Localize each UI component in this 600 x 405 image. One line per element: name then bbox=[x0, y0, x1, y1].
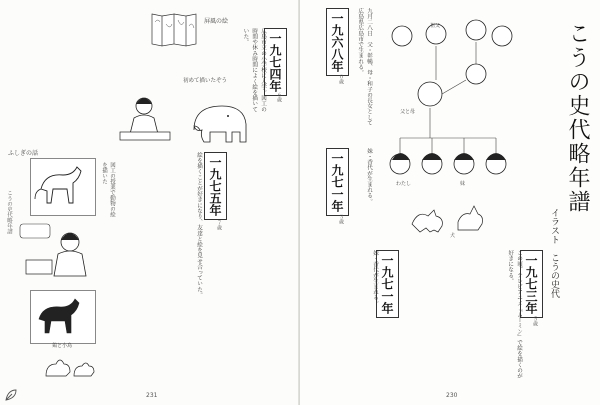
folding-screen-caption: 屏風の絵 bbox=[204, 18, 229, 25]
rooster-caption: 鶏と小鳥 bbox=[52, 343, 73, 349]
school-note: 図工の授業で動物の絵を描いた bbox=[101, 162, 115, 217]
subtitle: イラスト こうの史代 bbox=[549, 208, 559, 298]
dog-illustration bbox=[404, 198, 490, 234]
entry-text-1971: 妹・香代が生まれる。 bbox=[366, 148, 372, 204]
dog-caption: 犬 bbox=[450, 233, 456, 239]
girl-reading-illustration bbox=[18, 220, 98, 280]
family-top-caption: 祖父 bbox=[430, 23, 441, 29]
age-1975: ７歳 bbox=[216, 220, 222, 230]
age-1971: ３歳 bbox=[338, 214, 344, 224]
year-heading-1968: 一九六八年 bbox=[326, 8, 349, 76]
horse-sketch-box-2 bbox=[30, 290, 96, 344]
horse-caption: ふしぎの話 bbox=[8, 150, 39, 157]
entry-text-1974: 広島市立の小学校に入学。図工の時間や休み時間によく絵を描いていた。 bbox=[242, 28, 266, 112]
elephant-caption: 初めて描いたぞう bbox=[182, 78, 227, 84]
entry-text-1973: この頃、テレビアニメ『ムーミン』で絵を描くのが好きになる。 bbox=[507, 250, 522, 379]
sister-caption-1: わたし bbox=[396, 181, 412, 187]
horse-sketch-box bbox=[30, 158, 96, 216]
left-page bbox=[0, 0, 299, 405]
rooster-illustration bbox=[40, 352, 100, 382]
age-1973: ５歳 bbox=[532, 316, 538, 326]
entry-text-1968: 九月二八日 父・彰暢、母・和子の長女として広島県広島市で生まれる。 bbox=[357, 8, 372, 126]
age-1974: ６歳 bbox=[276, 92, 282, 102]
year-heading-1973: 一九七三年 bbox=[520, 250, 543, 318]
entry-text-1971-b: 妹・香代が生まれる。 bbox=[372, 250, 378, 306]
girl-drawing-illustration bbox=[116, 88, 176, 148]
year-heading-1971-b: 一九七一年 bbox=[376, 250, 399, 318]
right-page bbox=[300, 0, 599, 405]
running-head: こうの史代略年譜 bbox=[6, 190, 12, 234]
page-title: こうの史代略年譜 bbox=[565, 22, 590, 214]
year-heading-1971: 一九七一年 bbox=[326, 148, 349, 216]
year-heading-1974: 一九七四年 bbox=[264, 28, 287, 96]
age-1968: ０歳 bbox=[338, 74, 344, 84]
leaf-icon bbox=[4, 387, 18, 401]
page-number-left: 231 bbox=[146, 392, 158, 399]
page-number-right: 230 bbox=[446, 392, 458, 399]
entry-text-1975: 絵を描くことが好きになり、友達と絵を見せ合っていた。 bbox=[196, 152, 202, 298]
year-heading-1975: 一九七五年 bbox=[204, 152, 227, 220]
family-parents-caption: 父と母 bbox=[400, 109, 416, 115]
folding-screen-illustration bbox=[150, 10, 198, 50]
sister-caption-2: 妹 bbox=[460, 181, 466, 187]
elephant-illustration bbox=[184, 100, 254, 146]
